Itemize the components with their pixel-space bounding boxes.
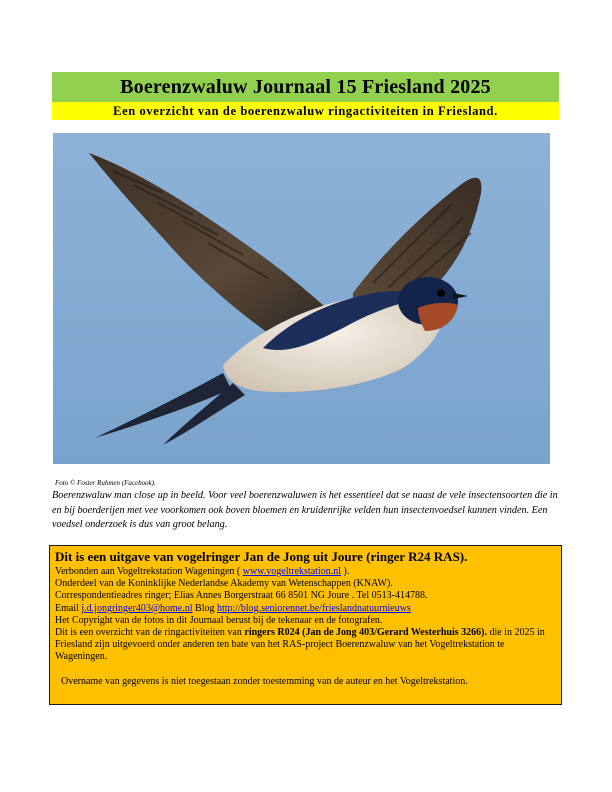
publisher-heading: Dit is een uitgave van vogelringer Jan de Jong uit Joure (ringer R24 RAS).: [55, 549, 468, 564]
publisher-info-box: [49, 545, 562, 705]
overview-prefix: Dit is een overzicht van de ringactiviteiten van: [55, 627, 245, 639]
email-label: Email: [55, 602, 82, 614]
overview-suffix: die in 2025 in Friesland zijn uitgevoerd onder anderen ten bate van het RAS-project Boerenzwaluw van het Vogeltrekstation te Wageningen.: [55, 627, 545, 663]
photo-caption: Boerenzwaluw man close up in beeld. Voor veel boerenzwaluwen is het essentieel dat se naast de vele insectensoorten die in en bij boerderijen met vee voorkomen ook boven bloemen en kruidenrijke velden hun insectenvoedsel kunnen vinden. Een voedsel onderzoek is dus van groot belang.: [52, 490, 558, 530]
address-line: Correspondentieadres ringer; Elias Annes Borgerstraat 66 8501 NG Joure . Tel 0513-414788.: [55, 590, 428, 602]
overview-paragraph: [55, 627, 555, 664]
swallow-illustration: [53, 133, 550, 464]
affiliation-suffix: ).: [341, 566, 350, 577]
journal-subtitle-bar: [52, 102, 559, 120]
academy-line: Onderdeel van de Koninklijke Nederlandse Akademy van Wetenschappen (KNAW).: [55, 578, 393, 590]
photo-credit: Foto © Foster Ruhmen (Facebook).: [55, 479, 156, 487]
affiliation-prefix: Verbonden aan Vogeltrekstation Wageningen (: [55, 566, 243, 577]
affiliation-line: [55, 566, 555, 578]
vogeltrekstation-link[interactable]: www.vogeltrekstation.nl: [242, 566, 341, 577]
swallow-photo: [53, 133, 550, 464]
journal-title: Boerenzwaluw Journaal 15 Friesland 2025: [120, 75, 491, 98]
blog-link[interactable]: http://blog.seniorennet.be/frieslandnatuurnieuws: [216, 602, 411, 614]
journal-subtitle: Een overzicht van de boerenzwaluw ringactiviteiten in Friesland.: [113, 103, 498, 118]
email-link[interactable]: j.d.jongringer403@home.nl: [81, 602, 193, 614]
overview-ringers: ringers R024 (Jan de Jong 403/Gerard Westerhuis 3266).: [244, 627, 487, 639]
journal-title-bar: [52, 72, 559, 102]
copyright-notice: Overname van gegevens is niet toegestaan zonder toestemming van de auteur en het Vogeltrekstation.: [61, 675, 468, 687]
copyright-line: Het Copyright van de fotos in dit Journaal berust bij de tekenaar en de fotografen.: [55, 614, 383, 626]
contact-line: [55, 603, 555, 615]
blog-label: Blog: [192, 602, 217, 614]
